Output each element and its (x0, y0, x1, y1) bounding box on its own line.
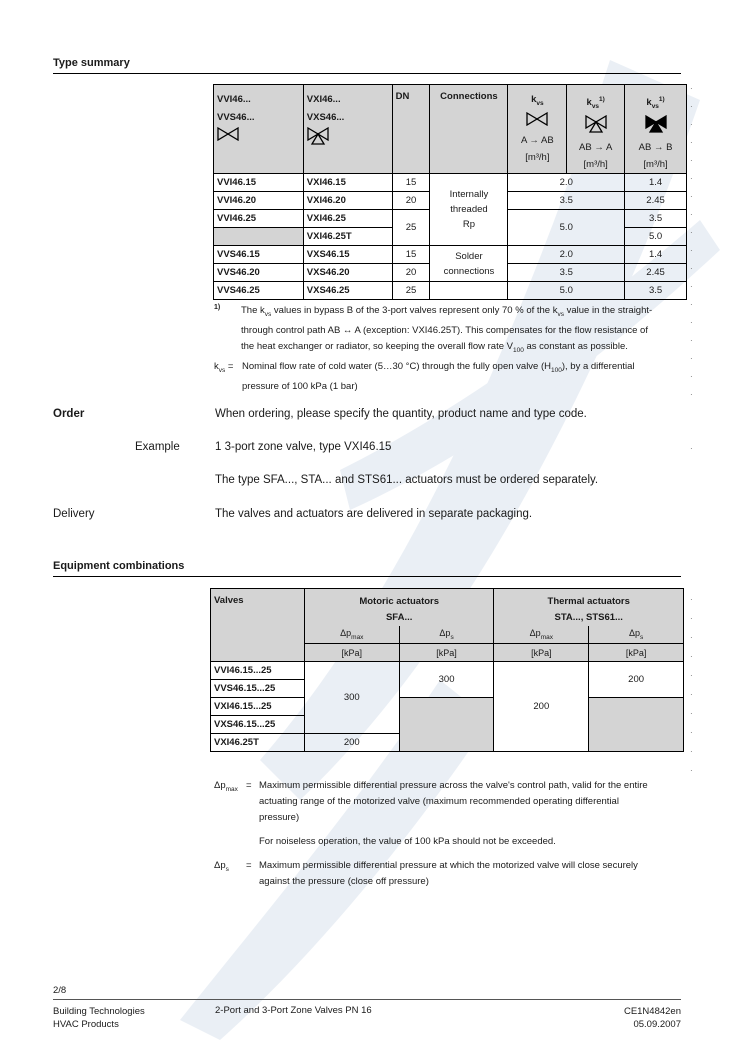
eq-header-valves: Valves (211, 589, 305, 662)
footnote-marker: 1) (214, 304, 221, 311)
cell-dn: 25 (392, 210, 430, 246)
kvs-symbol: k (214, 361, 219, 372)
eq-valve: VXS46.15...25 (211, 716, 305, 734)
footer-company (53, 1005, 145, 1031)
eq-unit: [kPa] (304, 644, 399, 662)
section-rule (53, 576, 681, 577)
kvs-symbol-sub: vs (218, 366, 226, 374)
cell-model: VXI46.25T (303, 228, 392, 246)
kvs-def-text (242, 359, 682, 395)
dps-line: Maximum permissible differential pressure at which the motorized valve will close securely (259, 860, 638, 871)
table-row (211, 698, 684, 716)
footnote-text (241, 303, 681, 359)
company-line1: Building Technologies (53, 1006, 145, 1017)
cell-connections-solder-cont (430, 282, 508, 300)
motoric-sub: SFA... (385, 612, 413, 623)
cell-kvs-bypass: 5.0 (625, 228, 687, 246)
conn-line: Solder (455, 250, 483, 262)
three-port-valve-icon (645, 115, 667, 133)
fn-part: as constant as possible. (526, 340, 628, 352)
eq-header-row (211, 589, 684, 627)
eq-motoric-dps: 300 (399, 662, 494, 698)
two-port-valve-icon (526, 112, 548, 126)
dp-sub: max (351, 633, 364, 641)
thermal-title: Thermal actuators (547, 596, 630, 607)
doc-date: 05.09.2007 (633, 1019, 681, 1030)
kvs-label: k (531, 94, 537, 105)
cell-kvs-main: 5.0 (508, 282, 625, 300)
dpmax-line: pressure) (259, 812, 300, 823)
cell-model-empty (214, 228, 304, 246)
header-col1-line1: VVI46... (217, 94, 251, 105)
fn-part: the heat exchanger or radiator, so keeping the overall flow rate (241, 340, 504, 352)
actuators-order-text: The type SFA..., STA... and STS61... actuators must be ordered separately. (215, 474, 599, 486)
kvs-sub: vs (536, 99, 544, 107)
cell-model: VXS46.15 (303, 246, 392, 264)
fn-part: value in the straight- (566, 305, 653, 316)
header-kvs-ab-b (625, 85, 687, 174)
dp-sub: max (540, 633, 553, 641)
conn-line: Internally (449, 189, 489, 201)
dp-symbol: Δp (628, 628, 640, 639)
footnote-line3 (241, 339, 681, 359)
kvs-def-label (214, 359, 233, 379)
eq-thermal-dps: 200 (589, 662, 684, 698)
header-col2-line2: VXS46... (306, 112, 345, 123)
conn-line: connections (443, 265, 495, 277)
cell-kvs-main: 2.0 (508, 174, 625, 192)
company-line2: HVAC Products (53, 1019, 119, 1030)
dps-line: against the pressure (close off pressure) (259, 876, 429, 887)
cell-kvs-main: 5.0 (508, 210, 625, 246)
eq-unit: [kPa] (589, 644, 684, 662)
equipment-table (210, 588, 684, 752)
eq-dpmax-motoric (304, 626, 399, 644)
kvs-part: ), by a differential (561, 361, 635, 372)
cell-model: VVI46.15 (214, 174, 304, 192)
cell-dn: 20 (392, 264, 430, 282)
doc-number: CE1N4842en (623, 1006, 681, 1017)
cell-model: VXS46.25 (303, 282, 392, 300)
cell-kvs-main: 2.0 (508, 246, 625, 264)
eq-thermal-dpmax: 200 (494, 662, 589, 752)
fn-part: The k (241, 305, 265, 316)
dp-sub: s (639, 633, 644, 641)
header-col1-line2: VVS46... (217, 112, 255, 123)
eq-dps-motoric (399, 626, 494, 644)
dpmax-definition (259, 778, 689, 826)
kvs-sub: vs (651, 103, 659, 111)
cell-model: VXI46.25 (303, 210, 392, 228)
flow-ab-b: AB → B (638, 142, 673, 154)
kvs-def-line1 (242, 359, 682, 379)
kvs-label: k (646, 97, 652, 109)
eq-motoric-dpmax: 200 (304, 734, 399, 752)
unit-m3h: [m³/h] (525, 151, 550, 163)
dp-symbol: Δp (214, 860, 226, 871)
dps-symbol (214, 858, 229, 878)
cell-dn: 15 (392, 246, 430, 264)
cell-kvs-bypass: 2.45 (625, 192, 687, 210)
dp-sub: s (450, 633, 454, 641)
eq-header-thermal (494, 589, 684, 627)
noiseless-note: For noiseless operation, the value of 100 kPa should not be exceeded. (259, 836, 556, 847)
margin-marks: · · · · · · · · · · · · · · · · · · (690, 84, 693, 399)
dpmax-symbol (214, 778, 238, 798)
eq-dps-thermal (589, 626, 684, 644)
cell-dn: 20 (392, 192, 430, 210)
footer-doc-info (560, 1005, 681, 1031)
table-row (214, 282, 687, 300)
cell-dn: 25 (392, 282, 430, 300)
delivery-text: The valves and actuators are delivered in separate packaging. (215, 508, 533, 520)
type-summary-title: Type summary (53, 57, 130, 69)
eq-valve: VXI46.25T (211, 734, 305, 752)
kvs-part: Nominal flow rate of cold water (5…30 °C) through the fully open valve (H (242, 361, 551, 372)
kvs-sub: vs (591, 103, 600, 111)
cell-model: VVS46.20 (214, 264, 304, 282)
kvs-label: k (586, 97, 592, 109)
order-label: Order (53, 408, 85, 420)
table-header-row (214, 85, 687, 174)
order-text: When ordering, please specify the quantity, product name and type code. (215, 408, 587, 420)
cell-kvs-bypass: 2.45 (625, 264, 687, 282)
two-port-valve-icon (217, 127, 239, 141)
kvs-footnote-marker: 1) (658, 96, 665, 103)
header-kvs-a-ab (508, 85, 567, 174)
three-port-valve-icon (307, 127, 329, 145)
conn-line: threaded (450, 204, 488, 216)
header-col2 (303, 85, 392, 174)
cell-kvs-bypass: 1.4 (625, 174, 687, 192)
margin-marks: · · · · · · · · · · (690, 595, 693, 775)
cell-kvs-main: 3.5 (508, 264, 625, 282)
kvs-def-line2: pressure of 100 kPa (1 bar) (242, 380, 358, 392)
eq-motoric-dpmax: 300 (304, 662, 399, 734)
kvs-eq: = (227, 361, 234, 372)
three-port-valve-icon (585, 115, 607, 133)
fn-v-sub: 100 (512, 346, 524, 354)
fn-part: values in bypass B of the 3-port valves represent only 70 % of the k (273, 305, 558, 316)
example-label: Example (135, 441, 180, 453)
cell-kvs-main: 3.5 (508, 192, 625, 210)
fn-v-symbol: V (506, 340, 513, 352)
kvs-h-sub: 100 (551, 366, 562, 374)
dpmax-line: Maximum permissible differential pressure across the valve's control path, valid for the entire (259, 780, 648, 791)
eq-valve: VVS46.15...25 (211, 680, 305, 698)
dps-eq: = (246, 860, 252, 871)
dp-symbol: Δp (529, 628, 541, 639)
margin-mark: · (690, 444, 693, 453)
cell-kvs-bypass: 1.4 (625, 246, 687, 264)
eq-motoric-dps-na (399, 698, 494, 752)
cell-model: VXI46.20 (303, 192, 392, 210)
dp-sub: max (225, 785, 238, 793)
cell-model: VVI46.25 (214, 210, 304, 228)
header-kvs-ab-a (567, 85, 625, 174)
cell-model: VVS46.25 (214, 282, 304, 300)
header-col1 (214, 85, 304, 174)
eq-dpmax-thermal (494, 626, 589, 644)
dps-definition (259, 858, 689, 890)
cell-connections-solder (430, 246, 508, 282)
dp-symbol: Δp (340, 628, 352, 639)
cell-model: VVS46.15 (214, 246, 304, 264)
header-connections: Connections (430, 85, 508, 174)
page-number: 2/8 (53, 985, 67, 996)
eq-unit: [kPa] (399, 644, 494, 662)
eq-valve: VVI46.15...25 (211, 662, 305, 680)
cell-dn: 15 (392, 174, 430, 192)
unit-m3h: [m³/h] (643, 159, 668, 171)
cell-model: VVI46.20 (214, 192, 304, 210)
cell-model: VXS46.20 (303, 264, 392, 282)
section-rule (53, 73, 681, 74)
cell-connections-internal (430, 174, 508, 246)
conn-line: Rp (462, 219, 476, 231)
thermal-sub: STA..., STS61... (554, 612, 623, 623)
table-row (211, 662, 684, 680)
flow-ab-a: AB → A (579, 142, 613, 154)
dpmax-eq: = (246, 780, 252, 791)
flow-a-ab: A → AB (520, 134, 554, 146)
table-row (214, 174, 687, 192)
footnote-line2: through control path AB ↔ A (exception: VXI46.25T). This compensates for the flow resistance of (241, 324, 648, 336)
eq-valve: VXI46.15...25 (211, 698, 305, 716)
cell-model: VXI46.15 (303, 174, 392, 192)
footer-rule (53, 999, 681, 1000)
dp-sub: s (225, 865, 229, 873)
eq-thermal-dps-na (589, 698, 684, 752)
example-text: 1 3-port zone valve, type VXI46.15 (215, 441, 392, 453)
equipment-title: Equipment combinations (53, 560, 185, 572)
cell-kvs-bypass: 3.5 (625, 210, 687, 228)
cell-kvs-bypass: 3.5 (625, 282, 687, 300)
dpmax-line: actuating range of the motorized valve (maximum recommended operating differential (259, 796, 619, 807)
dp-symbol: Δp (439, 628, 451, 639)
footnote-line1: The $k_{vs}$ values in bypass B of the 3-port valves represent only 70 % of the $k_{vs}$ value in the straight- (241, 305, 653, 318)
dp-symbol: Δp (214, 780, 226, 791)
table-row (214, 246, 687, 264)
type-summary-table (213, 84, 687, 300)
kvs-footnote-marker: 1) (599, 96, 605, 103)
unit-m3h: [m³/h] (583, 159, 608, 171)
delivery-label: Delivery (53, 508, 95, 520)
eq-unit: [kPa] (494, 644, 589, 662)
footer-doc-title: 2-Port and 3-Port Zone Valves PN 16 (215, 1005, 372, 1016)
header-col2-line1: VXI46... (306, 94, 341, 105)
eq-header-motoric (304, 589, 494, 627)
header-dn: DN (392, 85, 430, 174)
motoric-title: Motoric actuators (359, 596, 440, 607)
